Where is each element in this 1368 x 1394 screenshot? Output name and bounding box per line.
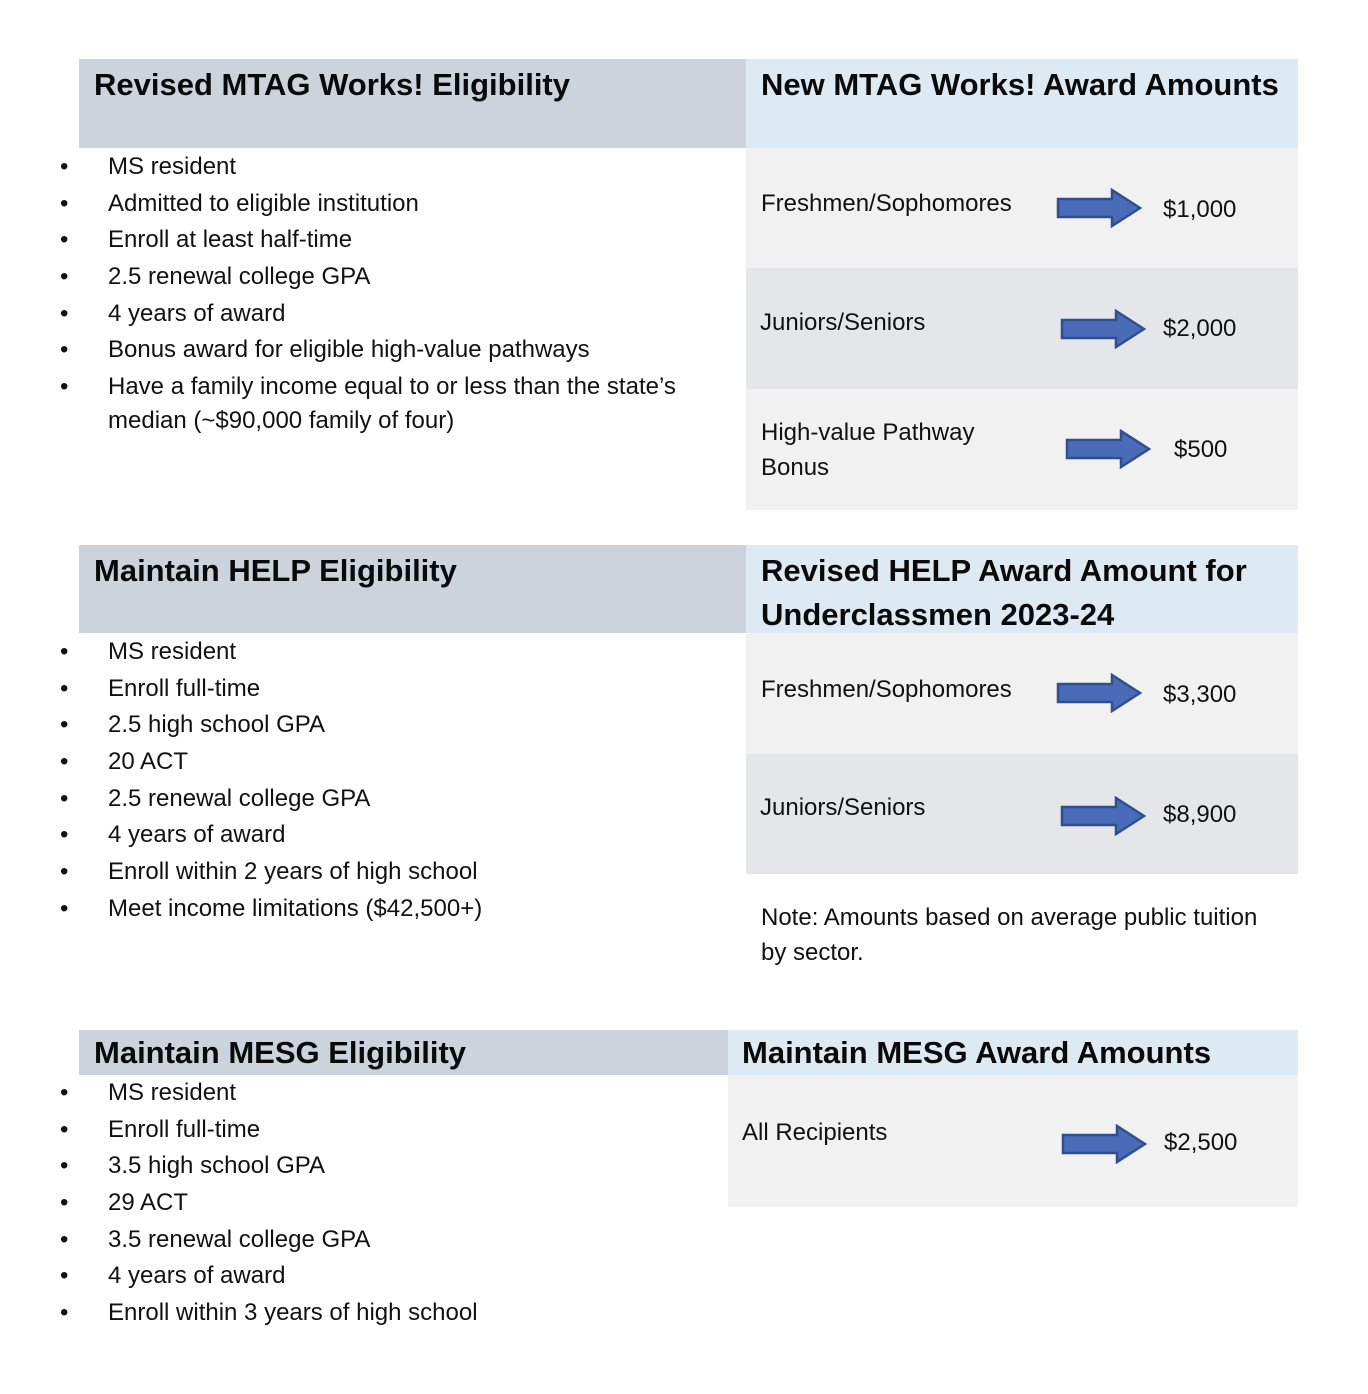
award-amount: $500	[1174, 436, 1228, 463]
list-item: • 3.5 renewal college GPA	[0, 1223, 668, 1257]
mesg-eligibility-title: Maintain MESG Eligibility	[94, 1035, 467, 1070]
bullet: •	[60, 299, 69, 327]
bullet: •	[60, 1299, 69, 1327]
award-label: Freshmen/Sophomores	[761, 676, 1012, 703]
list-item: • 29 ACT	[0, 1186, 668, 1220]
list-item: • Enroll full-time	[0, 1113, 668, 1147]
list-item: • Meet income limitations ($42,500+)	[0, 892, 668, 926]
help-award-row-juniors	[746, 754, 1298, 874]
help-eligibility-list	[0, 635, 668, 929]
help-eligibility-title: Maintain HELP Eligibility	[94, 553, 457, 588]
list-item: • 2.5 renewal college GPA	[0, 260, 668, 294]
bullet: •	[60, 189, 69, 217]
list-item: • 4 years of award	[0, 1259, 668, 1293]
mesg-award-title: Maintain MESG Award Amounts	[742, 1035, 1212, 1070]
list-item: • Admitted to eligible institution	[0, 187, 668, 221]
award-amount: $2,500	[1164, 1129, 1238, 1156]
bullet: •	[60, 336, 69, 364]
help-note: Note: Amounts based on average public tuition by sector.	[761, 904, 1258, 966]
mesg-eligibility-header	[79, 1030, 728, 1075]
bullet: •	[60, 263, 69, 291]
mtag-award-header	[746, 59, 1298, 148]
bullet: •	[60, 674, 69, 702]
bullet: •	[60, 894, 69, 922]
list-item: • Bonus award for eligible high-value pathways	[0, 333, 668, 367]
mtag-eligibility-title: Revised MTAG Works! Eligibility	[94, 67, 570, 102]
mtag-award-row-freshmen	[746, 148, 1298, 268]
right-arrow-icon	[1056, 673, 1144, 713]
right-arrow-icon	[1061, 1124, 1149, 1164]
list-item: • Enroll within 2 years of high school	[0, 855, 668, 889]
right-arrow-icon	[1065, 429, 1153, 469]
award-label: High-value Pathway Bonus	[761, 419, 975, 481]
mtag-award-title: New MTAG Works! Award Amounts	[761, 67, 1279, 102]
bullet: •	[60, 1115, 69, 1143]
bullet: •	[60, 1079, 69, 1106]
list-item: • MS resident	[0, 635, 668, 669]
award-amount: $2,000	[1163, 315, 1237, 342]
right-arrow-icon	[1060, 796, 1148, 836]
mtag-award-row-bonus	[746, 389, 1298, 510]
bullet: •	[60, 711, 69, 739]
bullet: •	[60, 1225, 69, 1253]
list-item: • MS resident	[0, 1076, 668, 1110]
bullet: •	[60, 373, 69, 401]
right-arrow-icon	[1056, 188, 1144, 228]
mesg-award-header	[728, 1030, 1298, 1075]
bullet: •	[60, 1262, 69, 1290]
award-amount: $8,900	[1163, 801, 1237, 828]
bullet: •	[60, 821, 69, 849]
award-label: All Recipients	[742, 1119, 888, 1146]
list-item: • MS resident	[0, 150, 668, 184]
bullet: •	[60, 858, 69, 886]
bullet: •	[60, 1189, 69, 1217]
help-award-row-freshmen	[746, 633, 1298, 754]
mtag-eligibility-header	[79, 59, 746, 148]
mesg-award-row-all	[728, 1075, 1298, 1207]
bullet: •	[60, 784, 69, 812]
bullet: •	[60, 1152, 69, 1180]
list-item: • 4 years of award	[0, 297, 668, 331]
award-amount: $1,000	[1163, 196, 1237, 223]
award-label: Freshmen/Sophomores	[761, 190, 1012, 217]
award-label: Juniors/Seniors	[760, 309, 926, 336]
award-amount: $3,300	[1163, 681, 1237, 708]
list-item: • Enroll at least half-time	[0, 223, 668, 257]
help-award-header	[746, 545, 1298, 633]
list-item: • 4 years of award	[0, 818, 668, 852]
list-item: • 20 ACT	[0, 745, 668, 779]
bullet: •	[60, 226, 69, 254]
bullet: •	[60, 153, 69, 180]
help-eligibility-header	[79, 545, 746, 633]
list-item: • 2.5 renewal college GPA	[0, 782, 668, 816]
list-item: • 2.5 high school GPA	[0, 708, 668, 742]
bullet: •	[60, 748, 69, 776]
help-award-title: Revised HELP Award Amount for Underclassmen 2023-24	[761, 553, 1247, 632]
mesg-eligibility-list	[0, 1076, 668, 1333]
right-arrow-icon	[1060, 309, 1148, 349]
list-item: • 3.5 high school GPA	[0, 1149, 668, 1183]
list-item: • Enroll full-time	[0, 672, 668, 706]
mtag-eligibility-list	[0, 150, 678, 441]
mtag-award-row-juniors	[746, 268, 1298, 389]
bullet: •	[60, 638, 69, 665]
award-label: Juniors/Seniors	[760, 794, 926, 821]
list-item: • Have a family income equal to or less than the state’s median (~$90,000 family of four)	[0, 370, 678, 438]
list-item: • Enroll within 3 years of high school	[0, 1296, 668, 1330]
